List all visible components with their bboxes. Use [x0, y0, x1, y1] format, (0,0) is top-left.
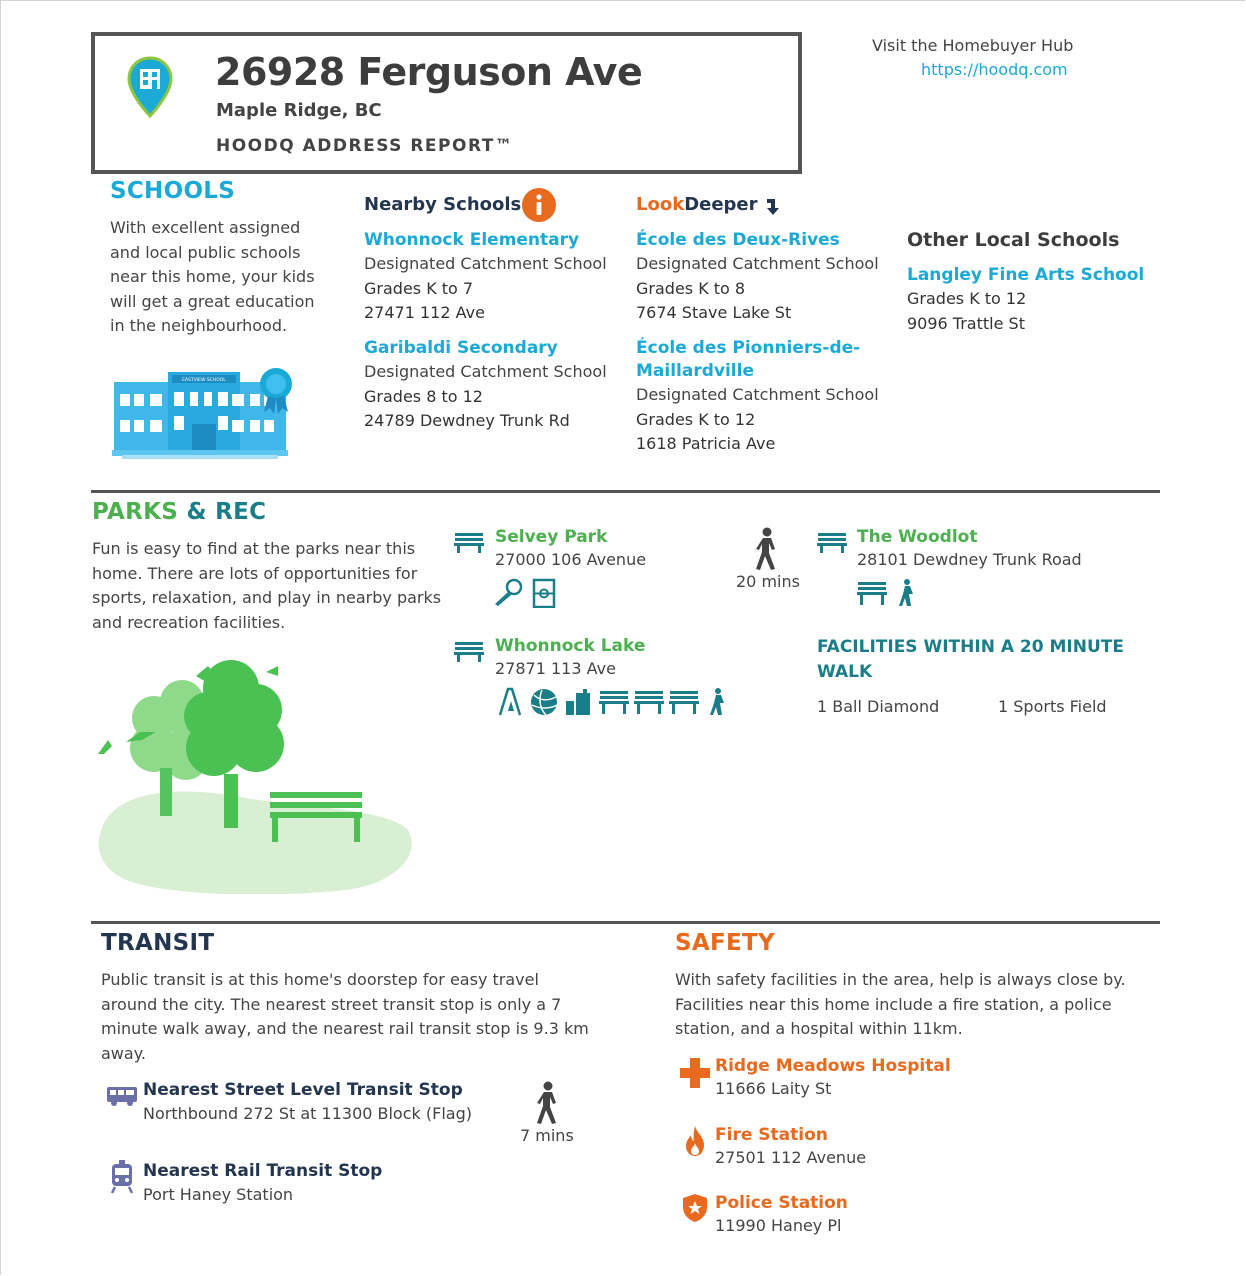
- nearby-schools-title: Nearby Schools: [364, 194, 522, 215]
- school-building-illustration: [112, 366, 302, 460]
- other-schools-title: Other Local Schools: [907, 229, 1120, 251]
- school-name-link[interactable]: École des Deux-Rives: [636, 230, 840, 250]
- bench-icon: [454, 531, 484, 553]
- walking-person-icon: [752, 527, 780, 571]
- hospital-cross-icon: [680, 1058, 710, 1088]
- fire-icon: [684, 1125, 706, 1157]
- police-badge-icon: [682, 1193, 708, 1223]
- lookdeeper-link[interactable]: LookDeeper: [636, 194, 758, 215]
- school-name-link[interactable]: École des Pionniers-de- Maillardville: [636, 338, 861, 381]
- address-header-box: [91, 32, 802, 174]
- section-divider: [91, 921, 1160, 924]
- park-selvey: Selvey Park 27000 106 Avenue: [495, 527, 647, 569]
- safety-title: SAFETY: [675, 930, 775, 956]
- transit-title: TRANSIT: [101, 930, 215, 956]
- bus-icon: [106, 1085, 138, 1107]
- fire-station-address: 27501 112 Avenue: [715, 1148, 867, 1167]
- street-transit-name: Northbound 272 St at 11300 Block (Flag): [143, 1104, 472, 1123]
- hospital-name[interactable]: Ridge Meadows Hospital: [715, 1056, 951, 1076]
- street-transit-title: Nearest Street Level Transit Stop: [143, 1080, 463, 1100]
- bench-icon: [817, 531, 847, 553]
- street-transit-stop: [143, 1080, 472, 1127]
- fire-station: [715, 1125, 866, 1171]
- french-school-1: École des Deux-Rives Designated Catchment School Grades K to 8 7674 Stave Lake St: [636, 230, 896, 326]
- address-title: 26928 Ferguson Ave: [215, 50, 643, 94]
- schools-title: SCHOOLS: [110, 178, 236, 204]
- park-name[interactable]: Whonnock Lake: [495, 636, 646, 656]
- park-trees-illustration: [96, 658, 414, 894]
- rail-transit-name: Port Haney Station: [143, 1185, 294, 1204]
- arrow-down-icon: [764, 196, 782, 216]
- report-label: HOODQ ADDRESS REPORT™: [216, 136, 514, 156]
- section-divider: [91, 490, 1160, 493]
- info-icon[interactable]: [521, 187, 557, 223]
- rail-transit-stop: [143, 1161, 382, 1208]
- transit-walk-time: 7 mins: [520, 1126, 574, 1145]
- school-name-link[interactable]: Langley Fine Arts School: [907, 265, 1145, 285]
- police-station-name[interactable]: Police Station: [715, 1193, 848, 1213]
- hub-link[interactable]: https://hoodq.com: [921, 60, 1068, 79]
- walking-person-icon: [533, 1081, 561, 1125]
- park-amenity-icons: [498, 687, 728, 717]
- facilities-title: FACILITIES WITHIN A 20 MINUTE WALK: [817, 637, 1124, 682]
- woodlot-amenity-icons: [857, 578, 917, 608]
- ball-diamond-and-sports-field-icons: [494, 578, 556, 608]
- french-school-2: École des Pionniers-de- Maillardville Designated Catchment School Grades K to 12 1618 Patricia Ave: [636, 338, 896, 457]
- svg-text:EASTVIEW SCHOOL: EASTVIEW SCHOOL: [182, 378, 226, 383]
- hub-text: Visit the Homebuyer Hub: [872, 36, 1074, 55]
- nearby-school-2: Garibaldi Secondary Designated Catchment School Grades 8 to 12 24789 Dewdney Trunk Rd: [364, 338, 624, 434]
- police-station-address: 11990 Haney Pl: [715, 1216, 842, 1235]
- park-name[interactable]: The Woodlot: [857, 527, 978, 547]
- parks-title: PARKS & REC: [92, 499, 267, 525]
- facility-ball-diamond: 1 Ball Diamond: [817, 697, 940, 716]
- transit-description: Public transit is at this home's doorstep for easy travel around the city. The nearest street transit stop is only a 7 minute walk away, and the nearest rail transit stop is 9.3 km away.: [101, 970, 589, 1063]
- fire-station-name[interactable]: Fire Station: [715, 1125, 828, 1145]
- school-name-link[interactable]: Whonnock Elementary: [364, 230, 580, 250]
- school-name-link[interactable]: Garibaldi Secondary: [364, 338, 558, 358]
- bench-icon: [454, 640, 484, 662]
- hospital-address: 11666 Laity St: [715, 1079, 832, 1098]
- city-label: Maple Ridge, BC: [216, 100, 382, 121]
- homebuyer-hub: [872, 34, 1073, 82]
- other-school-1: Langley Fine Arts School Grades K to 12 9096 Trattle St: [907, 265, 1167, 336]
- safety-description: With safety facilities in the area, help is always close by. Facilities near this home include a fire station, a police station, and a hospital within 11km.: [675, 970, 1126, 1038]
- nearby-school-1: Whonnock Elementary Designated Catchment School Grades K to 7 27471 112 Ave: [364, 230, 624, 326]
- park-name[interactable]: Selvey Park: [495, 527, 608, 547]
- schools-description: With excellent assigned and local public schools near this home, your kids will get a great education in the neighbourhood.: [110, 218, 315, 335]
- parks-description: Fun is easy to find at the parks near this home. There are lots of opportunities for sports, relaxation, and play in nearby parks and recreation facilities.: [92, 539, 442, 632]
- hospital: [715, 1056, 951, 1102]
- facility-sports-field: 1 Sports Field: [998, 697, 1107, 716]
- park-whonnock-lake: Whonnock Lake 27871 113 Ave: [495, 636, 646, 678]
- police-station: [715, 1193, 848, 1239]
- park-walk-time: 20 mins: [736, 572, 800, 591]
- park-woodlot: The Woodlot 28101 Dewdney Trunk Road: [857, 527, 1082, 569]
- train-icon: [110, 1160, 134, 1194]
- rail-transit-title: Nearest Rail Transit Stop: [143, 1161, 383, 1181]
- location-pin-icon: [127, 56, 173, 118]
